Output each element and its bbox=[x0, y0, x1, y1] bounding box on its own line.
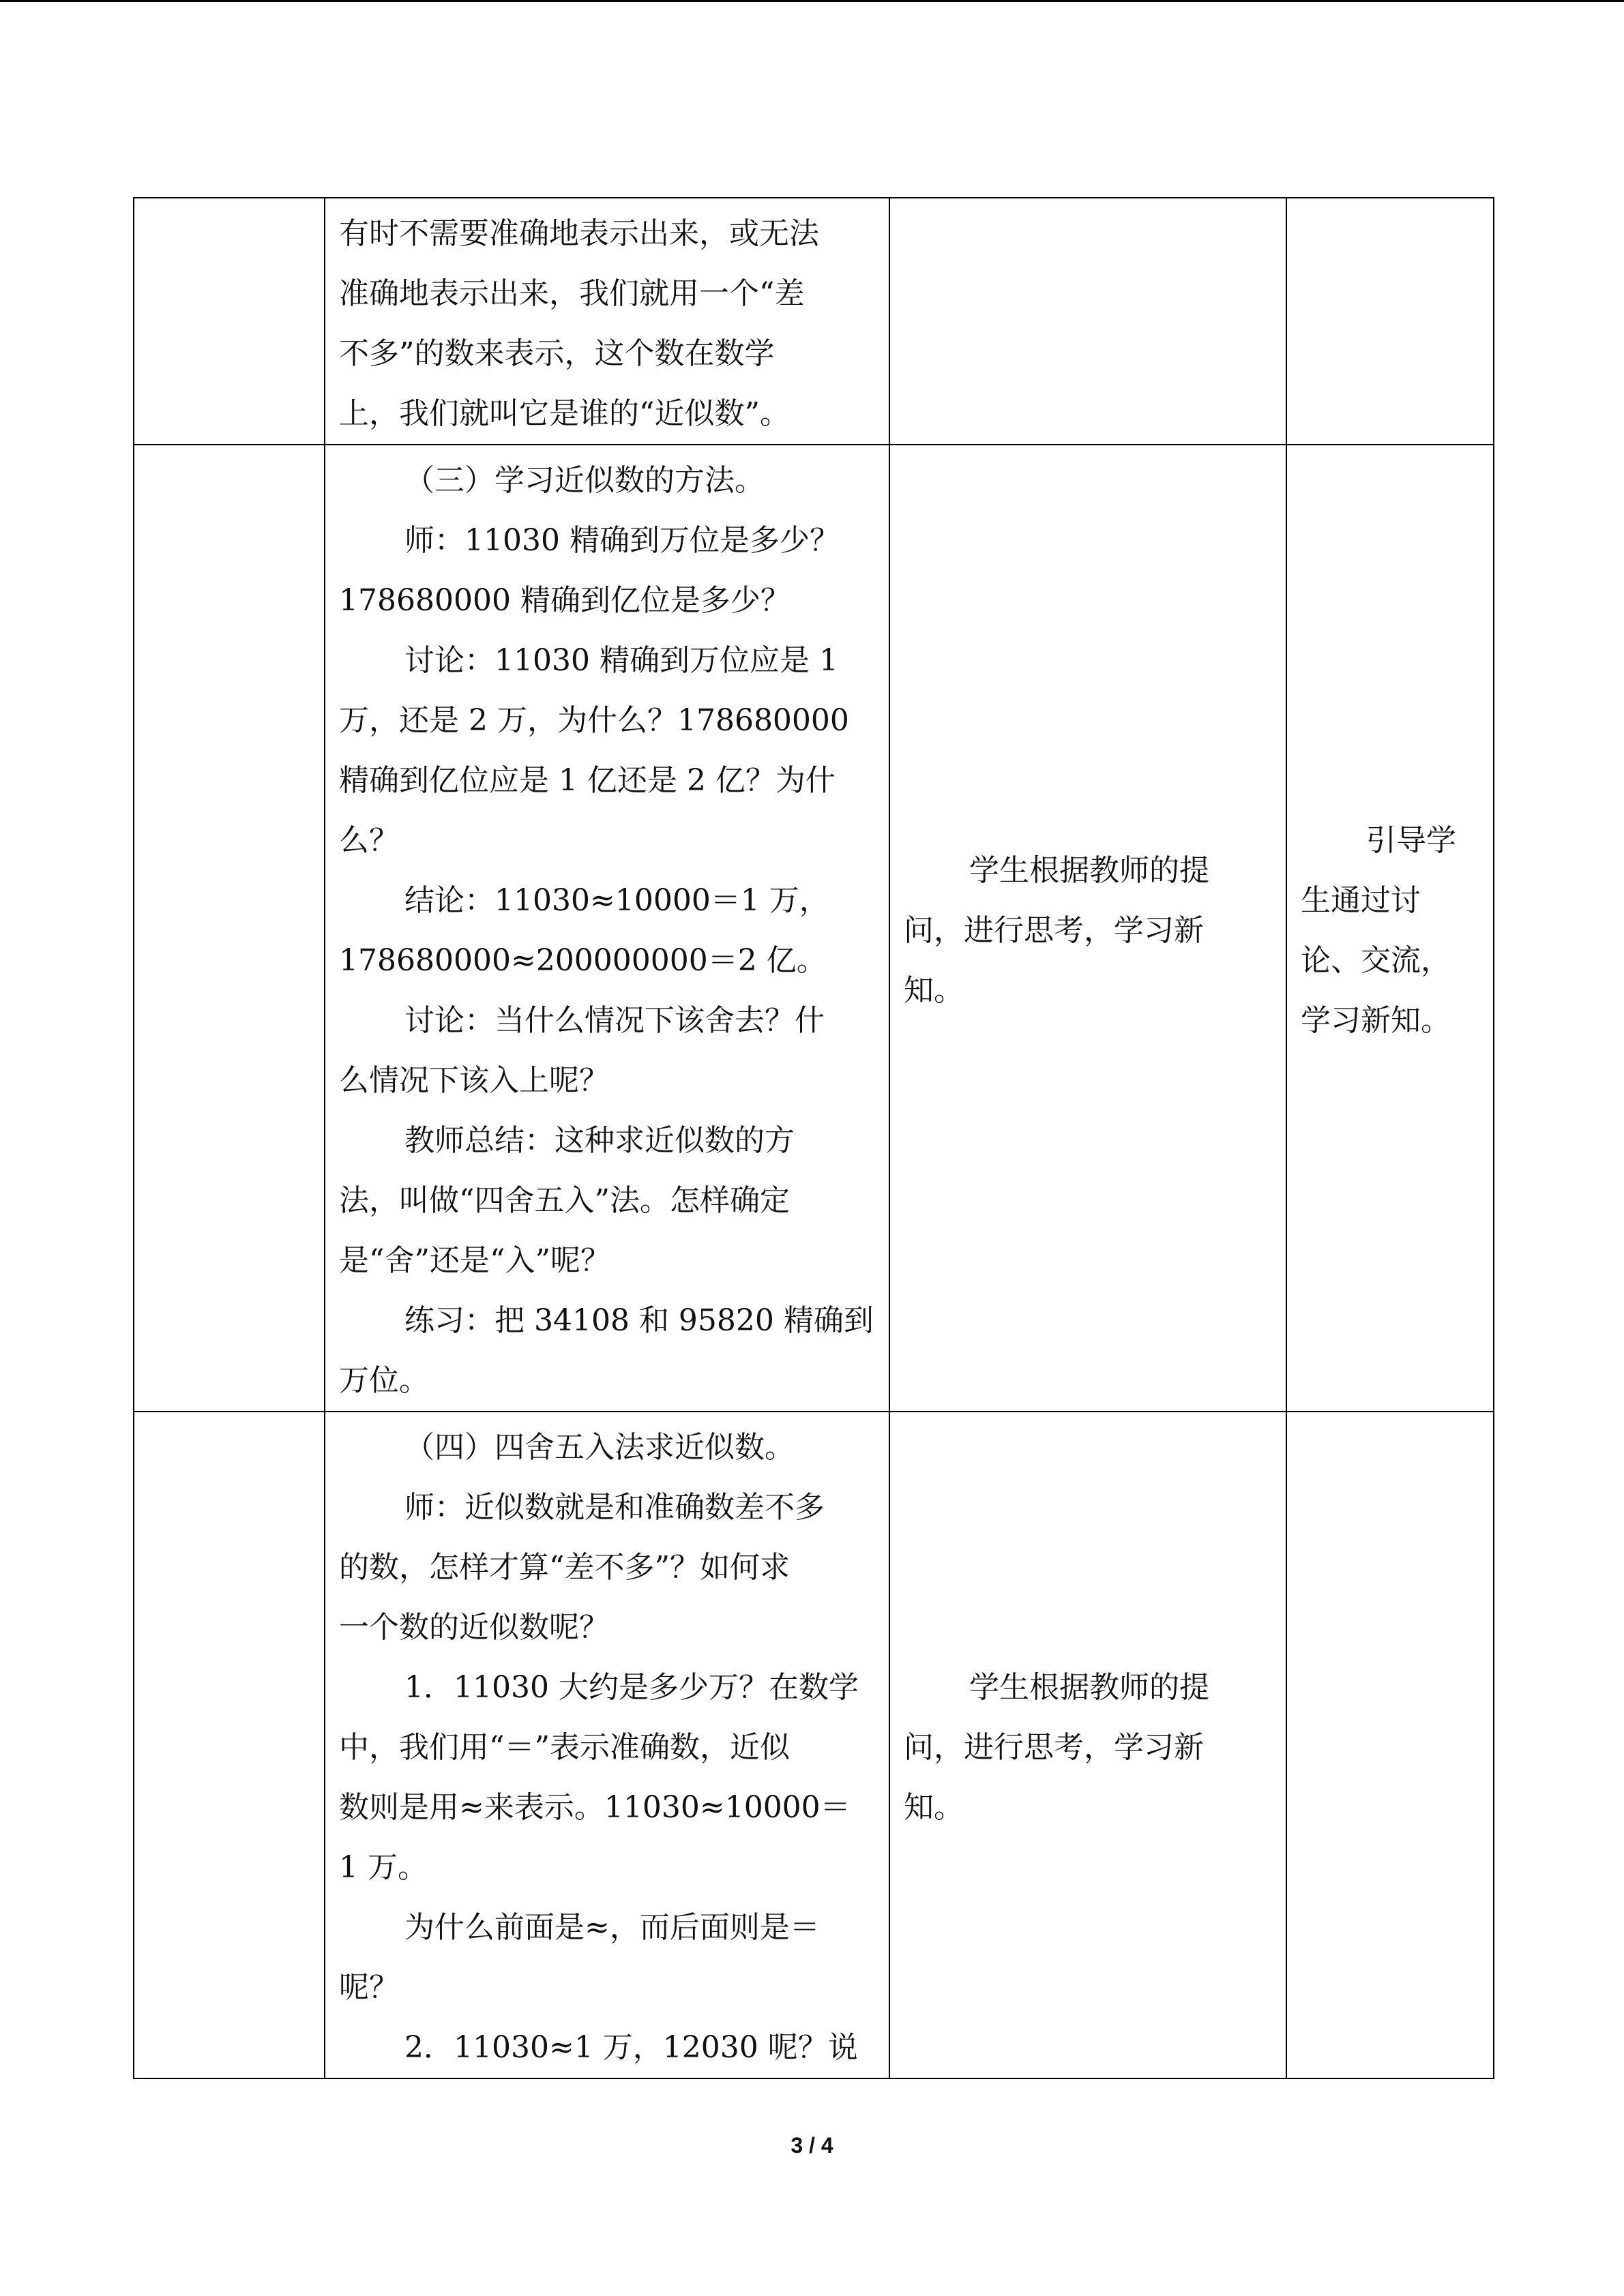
content-line: 178680000 精确到亿位是多少？ bbox=[339, 583, 791, 618]
content-line: 师：11030 精确到万位是多少？ bbox=[404, 523, 840, 558]
row1-stage-cell bbox=[134, 198, 325, 445]
content-line: 是“舍”还是“入”呢？ bbox=[339, 1243, 610, 1278]
activity-line: 问，进行思考，学习新 bbox=[904, 1730, 1204, 1765]
table-row bbox=[134, 198, 1494, 445]
content-line: 讨论：当什么情况下该舍去？什 bbox=[404, 1003, 825, 1038]
row2-student-activity-cell bbox=[889, 445, 1286, 1412]
intent-line: 生通过讨 bbox=[1301, 883, 1421, 918]
content-line: 结论：11030≈10000＝1 万， bbox=[404, 883, 829, 918]
content-line: 万位。 bbox=[339, 1363, 429, 1398]
content-line: 为什么前面是≈，而后面则是＝ bbox=[404, 1910, 820, 1945]
row3-stage-cell bbox=[134, 1412, 325, 2078]
content-line: 师：近似数就是和准确数差不多 bbox=[404, 1490, 825, 1525]
content-line: 么情况下该入上呢？ bbox=[339, 1063, 609, 1098]
content-line: 讨论：11030 精确到万位应是 1 bbox=[404, 643, 838, 678]
content-line: 中，我们用“＝”表示准确数，近似 bbox=[339, 1730, 790, 1765]
content-line: 1．11030 大约是多少万？在数学 bbox=[404, 1670, 859, 1705]
activity-line: 学生根据教师的提 bbox=[969, 853, 1209, 888]
activity-line: 学生根据教师的提 bbox=[969, 1670, 1209, 1705]
content-line: 178680000≈200000000＝2 亿。 bbox=[339, 943, 827, 978]
content-line: 万，还是 2 万，为什么？178680000 bbox=[339, 703, 849, 738]
content-line: 练习：把 34108 和 95820 精确到 bbox=[404, 1303, 874, 1338]
section-heading: （四）四舍五入法求近似数。 bbox=[404, 1430, 795, 1465]
row3-content-cell bbox=[325, 1412, 889, 2078]
content-line: 上，我们就叫它是谁的“近似数”。 bbox=[339, 396, 790, 431]
row1-content-cell bbox=[325, 198, 889, 445]
activity-line: 问，进行思考，学习新 bbox=[904, 913, 1204, 948]
content-line: 2．11030≈1 万，12030 呢？说 bbox=[404, 2030, 858, 2065]
table-row bbox=[134, 1412, 1494, 2078]
intent-line: 引导学 bbox=[1366, 823, 1456, 858]
intent-line: 论、交流， bbox=[1301, 943, 1451, 978]
content-line: 不多”的数来表示，这个数在数学 bbox=[339, 336, 775, 371]
page-number: 3 / 4 bbox=[791, 2133, 833, 2158]
row3-student-activity-cell bbox=[889, 1412, 1286, 2078]
row1-design-intent-cell bbox=[1286, 198, 1494, 445]
content-line: 准确地表示出来，我们就用一个“差 bbox=[339, 276, 805, 311]
content-line: 法，叫做“四舍五入”法。怎样确定 bbox=[339, 1183, 790, 1218]
content-line: 精确到亿位应是 1 亿还是 2 亿？为什 bbox=[339, 763, 836, 798]
row2-design-intent-cell bbox=[1286, 445, 1494, 1412]
content-line: 有时不需要准确地表示出来，或无法 bbox=[339, 216, 819, 251]
content-line: 么？ bbox=[339, 823, 399, 858]
content-line: 数则是用≈来表示。11030≈10000＝ bbox=[339, 1790, 851, 1825]
content-line: 教师总结：这种求近似数的方 bbox=[404, 1123, 795, 1158]
content-line: 呢？ bbox=[339, 1970, 399, 2005]
activity-line: 知。 bbox=[904, 973, 964, 1008]
row3-design-intent-cell bbox=[1286, 1412, 1494, 2078]
row2-content-cell bbox=[325, 445, 889, 1412]
row1-student-activity-cell bbox=[889, 198, 1286, 445]
lesson-plan-table bbox=[133, 197, 1494, 2079]
activity-line: 知。 bbox=[904, 1790, 964, 1825]
top-border-line bbox=[0, 0, 1624, 2]
intent-line: 学习新知。 bbox=[1301, 1003, 1451, 1038]
content-line: 的数，怎样才算“差不多”？如何求 bbox=[339, 1550, 790, 1585]
table-row bbox=[134, 445, 1494, 1412]
section-heading: （三）学习近似数的方法。 bbox=[404, 463, 765, 498]
content-line: 一个数的近似数呢？ bbox=[339, 1610, 609, 1645]
content-line: 1 万。 bbox=[339, 1850, 428, 1885]
row2-stage-cell bbox=[134, 445, 325, 1412]
